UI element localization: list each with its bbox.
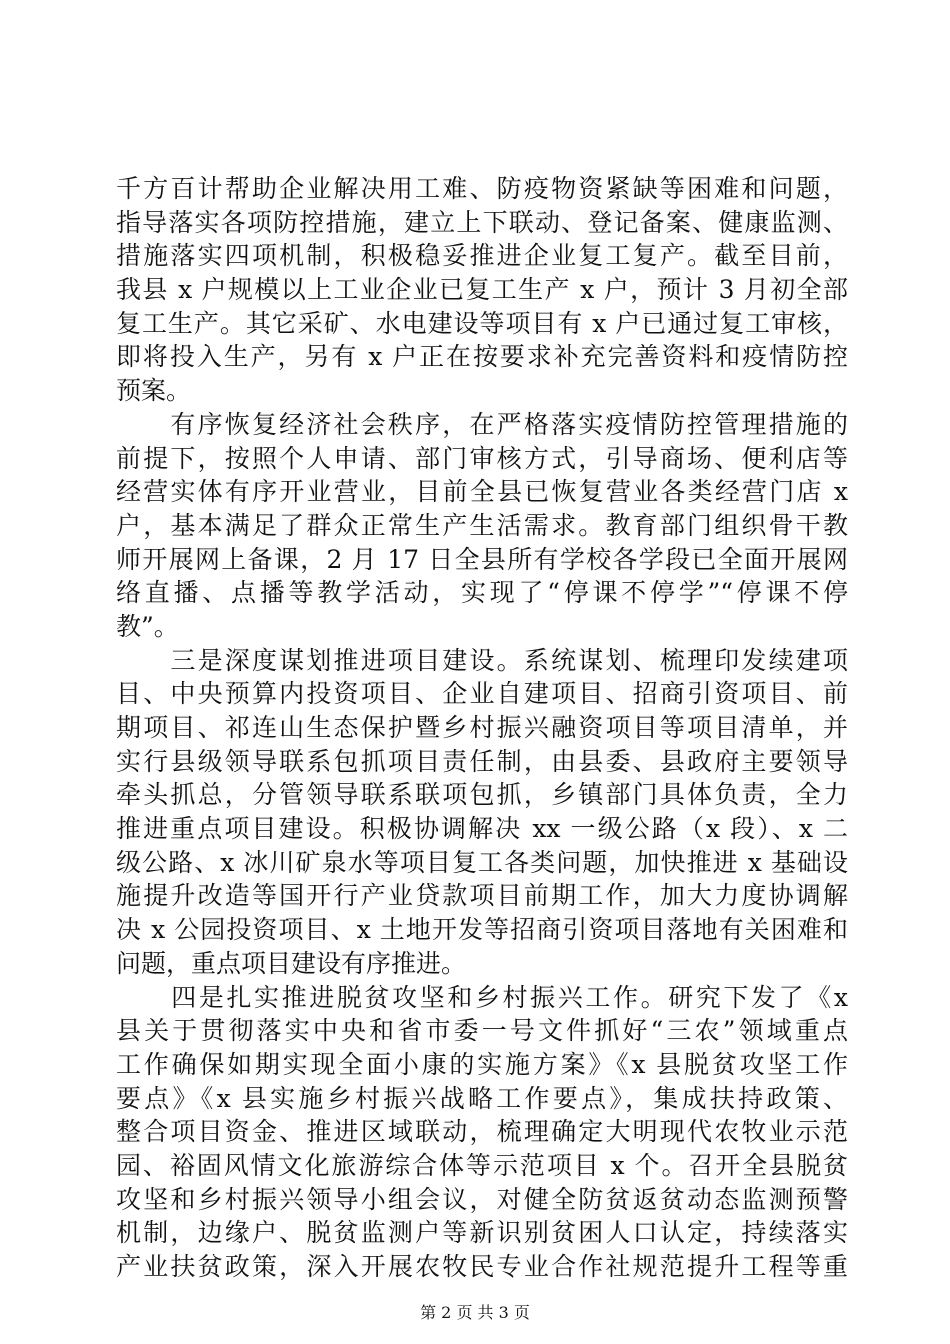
page-number-footer: 第 2 页 共 3 页 [420,1303,530,1322]
text-line: 施提升改造等国开行产业贷款项目前期工作，加大力度协调解 [116,881,848,911]
text-line: 问题，重点项目建设有序推进。 [116,948,467,978]
text-line: 指导落实各项防控措施，建立上下联动、登记备案、健康监测、 [116,207,848,237]
text-line: 即将投入生产，另有 x 户正在按要求补充完善资料和疫情防控 [116,342,848,372]
text-line: 目、中央预算内投资项目、企业自建项目、招商引资项目、前 [116,679,848,709]
text-line: 千方百计帮助企业解决用工难、防疫物资紧缺等困难和问题， [116,174,848,203]
text-line: 期项目、祁连山生态保护暨乡村振兴融资项目等项目清单，并 [116,713,848,742]
text-line: 前提下，按照个人申请、部门审核方式，引导商场、便利店等 [116,443,848,473]
text-line: 我县 x 户规模以上工业企业已复工生产 x 户，预计 3 月初全部 [116,275,848,305]
text-line: 户，基本满足了群众正常生产生活需求。教育部门组织骨干教 [116,510,848,540]
text-line: 实行县级领导联系包抓项目责任制，由县委、县政府主要领导 [116,746,848,776]
text-line: 措施落实四项机制，积极稳妥推进企业复工复产。截至目前， [116,241,848,271]
text-line: 产业扶贫政策，深入开展农牧民专业合作社规范提升工程等重 [116,1252,848,1281]
text-line: 经营实体有序开业营业，目前全县已恢复营业各类经营门店 x [116,477,848,507]
text-line: 推进重点项目建设。积极协调解决 xx 一级公路（x 段）、x 二 [116,814,848,844]
text-line: 县关于贯彻落实中央和省市委一号文件抓好“三农”领域重点 [116,1016,848,1046]
text-line: 级公路、x 冰川矿泉水等项目复工各类问题，加快推进 x 基础设 [116,847,848,877]
text-line: 教”。 [116,611,179,641]
text-line: 攻坚和乡村振兴领导小组会议，对健全防贫返贫动态监测预警 [116,1184,848,1214]
text-line: 师开展网上备课，2 月 17 日全县所有学校各学段已全面开展网 [116,544,848,574]
text-line: 三是深度谋划推进项目建设。系统谋划、梳理印发续建项 [116,645,848,675]
text-line: 预案。 [116,376,192,406]
text-line: 机制，边缘户、脱贫监测户等新识别贫困人口认定，持续落实 [116,1218,848,1248]
text-line: 园、裕固风情文化旅游综合体等示范项目 x 个。召开全县脱贫 [116,1150,848,1180]
text-line: 整合项目资金、推进区域联动，梳理确定大明现代农牧业示范 [116,1117,848,1147]
text-line: 四是扎实推进脱贫攻坚和乡村振兴工作。研究下发了《x [116,982,848,1012]
text-line: 工作确保如期实现全面小康的实施方案》《x 县脱贫攻坚工作 [116,1049,848,1079]
text-line: 复工生产。其它采矿、水电建设等项目有 x 户已通过复工审核， [116,308,848,338]
text-line: 牵头抓总，分管领导联系联项包抓，乡镇部门具体负责，全力 [116,780,848,810]
text-line: 决 x 公园投资项目、x 土地开发等招商引资项目落地有关困难和 [116,915,848,945]
document-body [116,172,848,1284]
text-line: 有序恢复经济社会秩序，在严格落实疫情防控管理措施的 [116,409,848,439]
text-line: 要点》《x 县实施乡村振兴战略工作要点》，集成扶持政策、 [116,1083,848,1113]
text-line: 络直播、点播等教学活动，实现了“停课不停学”“停课不停 [116,578,848,608]
